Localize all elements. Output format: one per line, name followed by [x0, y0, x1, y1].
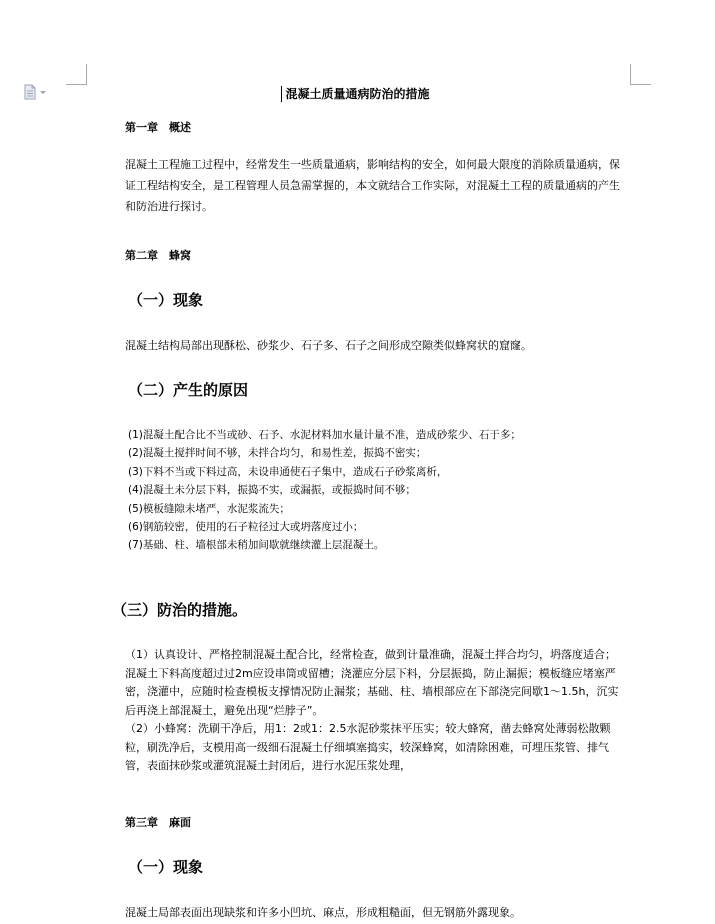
- prevention-paragraph-1: （1）认真设计、严格控制混凝土配合比，经常检查，做到计量准确，混凝土拌合均匀，坍落度适合；混凝土下料高度超过过2m应设串筒或留槽；浇灌应分层下料，分层振捣，防止漏振；模板缝应堵塞严密，浇灌中，应随时检查模板支撑情况防止漏浆；基础、柱、墙根部应在下部浇完间歇1～1.5h，沉实后再浇上部混凝土，避免出现“烂脖子”。: [125, 648, 619, 717]
- chapter-1-heading: 第一章 概述: [125, 121, 191, 134]
- text-cursor: [281, 86, 282, 102]
- chapter-3-heading: 第三章 麻面: [125, 816, 191, 829]
- prevention-paragraph-2: （2）小蜂窝：洗刷干净后，用1：2或1：2.5水泥砂浆抹平压实；较大蜂窝，凿去蜂窝处薄弱松散颗粒，刷洗净后，支模用高一级细石混凝土仔细填塞捣实，较深蜂窝，如清除困难，可埋压浆管、排气管，表面抹砂浆或灌筑混凝土封闭后，进行水泥压浆处理，: [125, 722, 611, 773]
- list-item: (1)混凝土配合比不当或砂、石予、水泥材料加水量计量不准，造成砂浆少、石于多；: [128, 429, 521, 441]
- margin-mark-top-left: [66, 64, 87, 85]
- list-item: (2)混凝土搅拌时间不够，未拌合均匀，和易性差，振捣不密实；: [128, 447, 427, 460]
- list-item: (5)模板缝隙未堵严，水泥浆流失；: [128, 502, 290, 515]
- section-phenomenon-paragraph: 混凝土结构局部出现酥松、砂浆少、石子多、石子之间形成空隙类似蜂窝状的窟窿。: [125, 339, 532, 352]
- document-title[interactable]: 混凝土质量通病防治的措施: [285, 87, 430, 101]
- section-phenomenon-heading: （一）现象: [128, 291, 204, 309]
- section-phenomenon-heading-2: （一）现象: [128, 858, 204, 876]
- list-item: (6)钢筋较密，使用的石子粒径过大或坍落度过小；: [128, 521, 364, 534]
- section-causes-heading: （二）产生的原因: [128, 381, 249, 399]
- list-item: (4)混凝土未分层下料，振捣不实，或漏振，或振捣时间不够；: [128, 484, 416, 497]
- list-item: (7)基础、柱、墙根部未稍加间歇就继续灌上层混凝土。: [128, 539, 385, 552]
- chapter-1-paragraph: 混凝土工程施工过程中，经常发生一些质量通病，影响结构的安全，如何最大限度的消除质量通病，保证工程结构安全，是工程管理人员急需掌握的，本文就结合工作实际，对混凝土工程的质量通病的产生和防治进行探讨。: [125, 158, 620, 213]
- section-prevention-heading: （三）防治的措施。: [112, 601, 248, 619]
- chapter-2-heading: 第二章 蜂窝: [125, 249, 191, 262]
- list-item: (3)下料不当或下料过高，未设串通使石子集中，造成石子砂浆离析，: [128, 465, 448, 478]
- section-phenomenon-paragraph-2: 混凝土局部表面出现缺浆和许多小凹坑、麻点，形成粗糙面，但无钢筋外露现象。: [125, 906, 521, 919]
- margin-mark-top-right: [630, 64, 651, 85]
- causes-list: [128, 426, 628, 555]
